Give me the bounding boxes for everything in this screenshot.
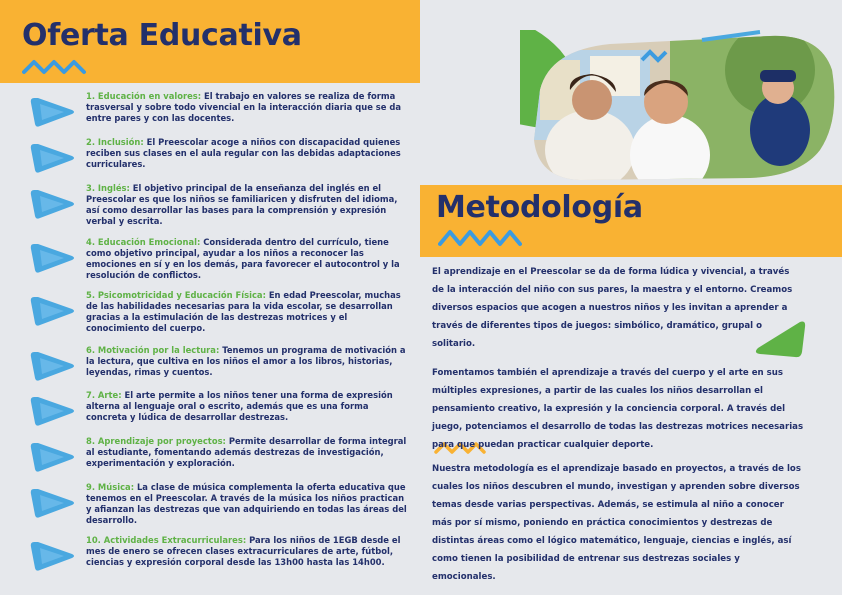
bullet-triangle-icon	[28, 393, 76, 429]
methodology-paragraph-3: Nuestra metodología es el aprendizaje basado en proyectos, a través de los cuales los niños descubren el mundo, investigan y aprenden sobre diversos temas desde varias perspectivas. Además, se estimula al niño a conocer más por sí mismo, poniendo en práctica conocimientos y destrezas de distintas áreas como el lógico matemático, lenguaje, ciencias e inglés, así como tienen la posibilidad de entrenar sus destrezas sociales y emocionales.	[432, 464, 801, 582]
list-item-label: 2. Inclusión:	[86, 137, 144, 147]
list-item-text	[86, 345, 408, 378]
bullet-triangle-icon	[28, 140, 76, 176]
list-item-text	[86, 137, 408, 170]
bullet-triangle-icon	[28, 293, 76, 329]
list-item-body: El objetivo principal de la enseñanza del inglés en el Preescolar es que los niños se familiaricen y disfruten del idioma, así como desarrollar las bases para la comprensión y expresión verbal y escrita.	[86, 183, 398, 227]
methodology-paragraph-1: El aprendizaje en el Preescolar se da de forma lúdica y vivencial, a través de la interacción del niño con sus pares, la maestra y el entorno. Creamos diversos espacios que acogen a nuestros niños y les invitan a aprender a través de diferentes tipos de juegos: simbólico, dramático, grupal o solitario.	[432, 267, 793, 349]
list-item-text	[86, 535, 408, 568]
list-item-label: 6. Motivación por la lectura:	[86, 345, 220, 355]
list-item-label: 4. Educación Emocional:	[86, 237, 201, 247]
list-item-label: 5. Psicomotricidad y Educación Física:	[86, 290, 266, 300]
list-item-body: La clase de música complementa la oferta educativa que tenemos en el Preescolar. A través de la música los niños practican y afianzan las destrezas que van adquiriendo en todas las áreas del desarrollo.	[86, 482, 407, 526]
list-item-body: Para los niños de 1EGB desde el mes de enero se ofrecen clases extracurriculares de arte, fútbol, ciencias y expresión corporal desde las 13h00 hasta las 14h00.	[86, 535, 401, 568]
list-item-label: 1. Educación en valores:	[86, 91, 202, 101]
list-item-text	[86, 237, 408, 281]
list-item-text	[86, 290, 408, 334]
bullet-triangle-icon	[28, 94, 76, 130]
list-item-label: 3. Inglés:	[86, 183, 130, 193]
bullet-triangle-icon	[28, 538, 76, 574]
list-item-label: 9. Música:	[86, 482, 135, 492]
list-item-label: 8. Aprendizaje por proyectos:	[86, 436, 226, 446]
zigzag-icon	[22, 58, 92, 76]
bullet-triangle-icon	[28, 348, 76, 384]
list-item-body: En edad Preescolar, muchas de las habilidades necesarias para la vida escolar, se desarrollan gracias a la estimulación de las destrezas motrices y el conocimiento del cuerpo.	[86, 290, 401, 334]
list-item-text	[86, 482, 408, 526]
list-item-body: El trabajo en valores se realiza de forma trasversal y sobre todo vivencial en la interacción diaria que se da entre pares y con las docentes.	[86, 91, 402, 124]
bullet-triangle-icon	[28, 240, 76, 276]
list-item-label: 7. Arte:	[86, 390, 122, 400]
list-item-body: Considerada dentro del currículo, tiene como objetivo principal, ayudar a los niños a reconocer las emociones en sí y en los demás, para favorecer el autocontrol y la resolución de conflictos.	[86, 237, 400, 281]
zigzag-icon	[438, 228, 522, 248]
section-title-oferta: Oferta Educativa	[22, 18, 302, 53]
bullet-triangle-icon	[28, 186, 76, 222]
list-item-text	[86, 436, 408, 469]
list-item-label: 10. Actividades Extracurriculares:	[86, 535, 247, 545]
list-item-text	[86, 390, 408, 423]
list-item-body: El arte permite a los niños tener una forma de expresión alterna al lenguaje oral o escrito, además que es una forma concreta y lúdica de desarrollar destrezas.	[86, 390, 393, 423]
list-item-body: El Preescolar acoge a niños con discapacidad quienes reciben sus clases en el aula regular con las debidas adaptaciones curriculares.	[86, 137, 401, 170]
list-item-text	[86, 91, 408, 124]
section-title-metodologia: Metodología	[436, 190, 643, 225]
list-item-body: Permite desarrollar de forma integral al estudiante, fomentando además destrezas de investigación, experimentación y exploración.	[86, 436, 407, 469]
bullet-triangle-icon	[28, 439, 76, 475]
list-item-text	[86, 183, 408, 227]
list-item-body: Tenemos un programa de motivación a la lectura, que cultiva en los niños el amor a los libros, historias, leyendas, rimas y cuentos.	[86, 345, 406, 378]
bullet-triangle-icon	[28, 485, 76, 521]
photo-children-teacher	[520, 30, 840, 180]
methodology-paragraph-2: Fomentamos también el aprendizaje a través del cuerpo y el arte en sus múltiples expresiones, a partir de las cuales los niños desarrollan el pensamiento creativo, la expresión y la conciencia corporal. A través del juego, potenciamos el desarrollo de todas las destrezas motrices necesarias para que puedan practicar cualquier deporte.	[432, 368, 804, 450]
